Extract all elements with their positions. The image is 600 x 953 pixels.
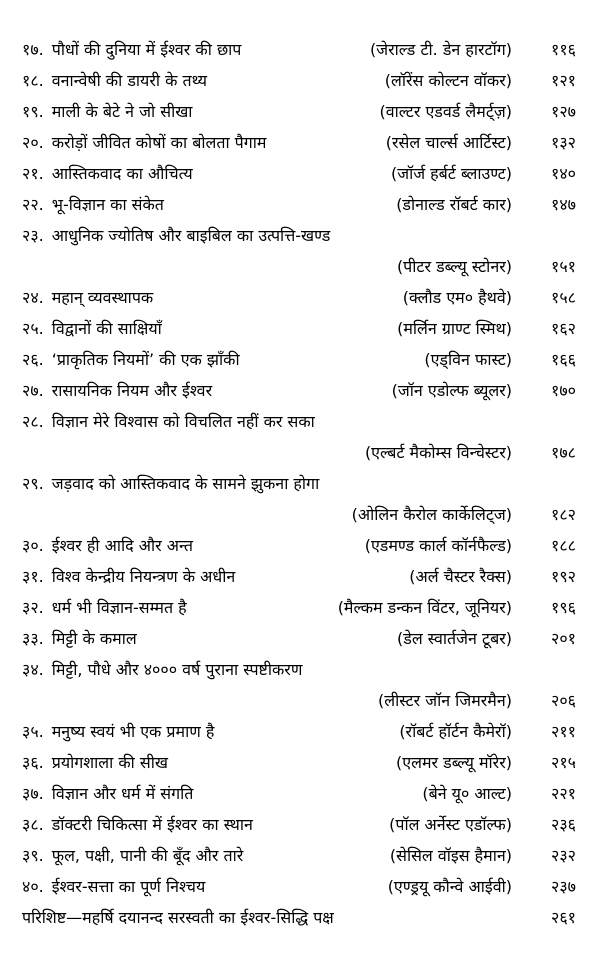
entry-title: ईश्वर ही आदि और अन्त — [51, 536, 193, 555]
toc-entry-continuation — [22, 437, 576, 468]
entry-title: धर्म भी विज्ञान-सम्मत है — [51, 598, 187, 617]
entry-page-number: २२१ — [551, 784, 576, 803]
entry-page-number: २११ — [551, 722, 576, 741]
toc-entry — [22, 654, 576, 685]
entry-page-number: १३२ — [551, 133, 576, 152]
toc-entry — [22, 716, 576, 747]
entry-author: (एल्बर्ट मैकोम्स विन्चेस्टर) — [364, 443, 512, 462]
toc-entry — [22, 840, 576, 871]
toc-entry — [22, 344, 576, 375]
entry-author: (रॉबर्ट हॉर्टन कैमेरॉ) — [399, 722, 512, 741]
entry-title: प्रयोगशाला की सीख — [51, 753, 168, 772]
toc-entry — [22, 313, 576, 344]
entry-page-number: १४० — [551, 164, 576, 183]
toc-entry — [22, 530, 576, 561]
entry-title: महान् व्यवस्थापक — [51, 288, 154, 307]
entry-number: ३६. — [22, 753, 44, 772]
entry-title: पौधों की दुनिया में ईश्वर की छाप — [51, 40, 242, 59]
toc-entry-continuation — [22, 251, 576, 282]
entry-author: (वाल्टर एडवर्ड लैमर्ट्ज़) — [379, 102, 512, 121]
entry-title: करोड़ों जीवित कोषों का बोलता पैगाम — [51, 133, 267, 152]
entry-author: (लीस्टर जॉन जिमरमैन) — [378, 691, 512, 710]
entry-author: (पॉल अर्नेस्ट एडॉल्फ) — [389, 815, 512, 834]
entry-page-number: १९६ — [551, 598, 576, 617]
toc-entry — [22, 65, 576, 96]
entry-title: भू-विज्ञान का संकेत — [51, 195, 164, 214]
toc-entry — [22, 809, 576, 840]
entry-title: मिट्टी के कमाल — [51, 629, 137, 648]
entry-author: (जॉन एडोल्फ ब्यूलर) — [391, 381, 512, 400]
entry-page-number: १७० — [551, 381, 576, 400]
toc-entry-continuation — [22, 499, 576, 530]
entry-title: जड़वाद को आस्तिकवाद के सामने झुकना होगा — [51, 474, 320, 493]
entry-page-number: १६२ — [551, 319, 576, 338]
entry-author: (एडमण्ड कार्ल कॉर्नफैल्ड) — [364, 536, 512, 555]
entry-author: (जॉर्ज हर्बर्ट ब्लाउण्ट) — [390, 164, 512, 183]
entry-number: ३७. — [22, 784, 44, 803]
entry-title: डॉक्टरी चिकित्सा में ईश्वर का स्थान — [51, 815, 253, 834]
entry-page-number: १४७ — [551, 195, 576, 214]
entry-author: (अर्ल चैस्टर रैक्स) — [409, 567, 512, 586]
entry-page-number: २३२ — [551, 846, 576, 865]
toc-entry — [22, 623, 576, 654]
entry-author: (ओलिन कैरोल कार्केलिट्ज) — [351, 505, 512, 524]
entry-page-number: १६६ — [551, 350, 576, 369]
entry-number: २३. — [22, 226, 44, 245]
entry-number: २७. — [22, 381, 44, 400]
entry-title: ‘प्राकृतिक नियमों’ की एक झाँकी — [51, 350, 240, 369]
entry-title: वनान्वेषी की डायरी के तथ्य — [51, 71, 208, 90]
toc-entry — [22, 747, 576, 778]
toc-entry — [22, 34, 576, 65]
toc-entry — [22, 561, 576, 592]
entry-author: (सेसिल वॉइस हैमान) — [389, 846, 512, 865]
entry-title: विज्ञान और धर्म में संगति — [51, 784, 194, 803]
toc-entry — [22, 96, 576, 127]
toc-entry — [22, 406, 576, 437]
toc-entry — [22, 127, 576, 158]
entry-author: (डोनाल्ड रॉबर्ट कार) — [396, 195, 512, 214]
entry-author: (मैल्कम डन्कन विंटर, जूनियर) — [337, 598, 512, 617]
entry-page-number: २०६ — [551, 691, 576, 710]
entry-author: (पीटर डब्ल्यू स्टोनर) — [396, 257, 512, 276]
entry-page-number: २०१ — [551, 629, 576, 648]
entry-page-number: १८८ — [551, 536, 576, 555]
entry-page-number: १५८ — [551, 288, 576, 307]
entry-number: २१. — [22, 164, 44, 183]
entry-title: मिट्टी, पौधे और ४००० वर्ष पुराना स्पष्टीकरण — [51, 660, 303, 679]
entry-author: (बेने यू० आल्ट) — [422, 784, 512, 803]
entry-number: १८. — [22, 71, 44, 90]
toc-entry — [22, 778, 576, 809]
entry-number: २५. — [22, 319, 44, 338]
toc-entry — [22, 375, 576, 406]
entry-number: २०. — [22, 133, 44, 152]
entry-page-number: १७८ — [551, 443, 576, 462]
entry-author: (लॉरेंस कोल्टन वॉकर) — [384, 71, 512, 90]
appendix-page-number: २६१ — [551, 908, 576, 927]
entry-title: विश्व केन्द्रीय नियन्त्रण के अधीन — [51, 567, 236, 586]
entry-title: विद्वानों की साक्षियाँ — [51, 319, 162, 338]
toc-entry — [22, 871, 576, 902]
entry-number: ३४. — [22, 660, 44, 679]
entry-title: आधुनिक ज्योतिष और बाइबिल का उत्पत्ति-खण्ड — [51, 226, 331, 245]
entry-title: माली के बेटे ने जो सीखा — [51, 102, 193, 121]
entry-number: २६. — [22, 350, 44, 369]
entry-title: फूल, पक्षी, पानी की बूँद और तारे — [51, 846, 244, 865]
entry-number: ४०. — [22, 877, 44, 896]
entry-page-number: ११६ — [551, 40, 576, 59]
entry-number: १७. — [22, 40, 44, 59]
toc-entry-continuation — [22, 685, 576, 716]
entry-page-number: १८२ — [551, 505, 576, 524]
entry-page-number: १२१ — [551, 71, 576, 90]
entry-author: (रसेल चार्ल्स आर्टिस्ट) — [385, 133, 512, 152]
toc-entry — [22, 189, 576, 220]
entry-number: ३२. — [22, 598, 44, 617]
toc-entry — [22, 468, 576, 499]
entry-title: मनुष्य स्वयं भी एक प्रमाण है — [51, 722, 215, 741]
entry-page-number: २३६ — [551, 815, 576, 834]
entry-number: ३३. — [22, 629, 44, 648]
entry-title: ईश्वर-सत्ता का पूर्ण निश्चय — [51, 877, 206, 896]
entry-author: (मर्लिन ग्राण्ट स्मिथ) — [397, 319, 512, 338]
toc-entry — [22, 220, 576, 251]
entry-number: ३८. — [22, 815, 44, 834]
entry-author: (एण्ड्रयू कौन्वे आईवी) — [387, 877, 512, 896]
toc-entry — [22, 158, 576, 189]
toc-entry — [22, 282, 576, 313]
entry-title: आस्तिकवाद का औचित्य — [51, 164, 193, 183]
entry-number: ३९. — [22, 846, 44, 865]
entry-author: (एड्विन फास्ट) — [424, 350, 512, 369]
entry-author: (जेराल्ड टी. डेन हारटॉग) — [370, 40, 512, 59]
entry-author: (डेल स्वार्तजेन टूबर) — [397, 629, 512, 648]
entry-number: ३०. — [22, 536, 44, 555]
entry-number: २२. — [22, 195, 44, 214]
toc-appendix — [22, 902, 576, 933]
entry-number: १९. — [22, 102, 44, 121]
entry-page-number: १९२ — [551, 567, 576, 586]
entry-title: रासायनिक नियम और ईश्वर — [51, 381, 213, 400]
appendix-title: परिशिष्ट—महर्षि दयानन्द सरस्वती का ईश्वर-सिद्धि पक्ष — [22, 908, 334, 927]
entry-number: २९. — [22, 474, 44, 493]
entry-number: ३५. — [22, 722, 44, 741]
entry-number: ३१. — [22, 567, 44, 586]
toc-entry — [22, 592, 576, 623]
entry-page-number: २१५ — [551, 753, 576, 772]
entry-title: विज्ञान मेरे विश्वास को विचलित नहीं कर सका — [51, 412, 315, 431]
entry-number: २८. — [22, 412, 44, 431]
entry-author: (क्लौड एम० हैथवे) — [402, 288, 512, 307]
entry-page-number: १५१ — [551, 257, 576, 276]
entry-page-number: २३७ — [551, 877, 576, 896]
entry-number: २४. — [22, 288, 44, 307]
entry-page-number: १२७ — [551, 102, 576, 121]
entry-author: (एलमर डब्ल्यू मॉरेर) — [396, 753, 512, 772]
